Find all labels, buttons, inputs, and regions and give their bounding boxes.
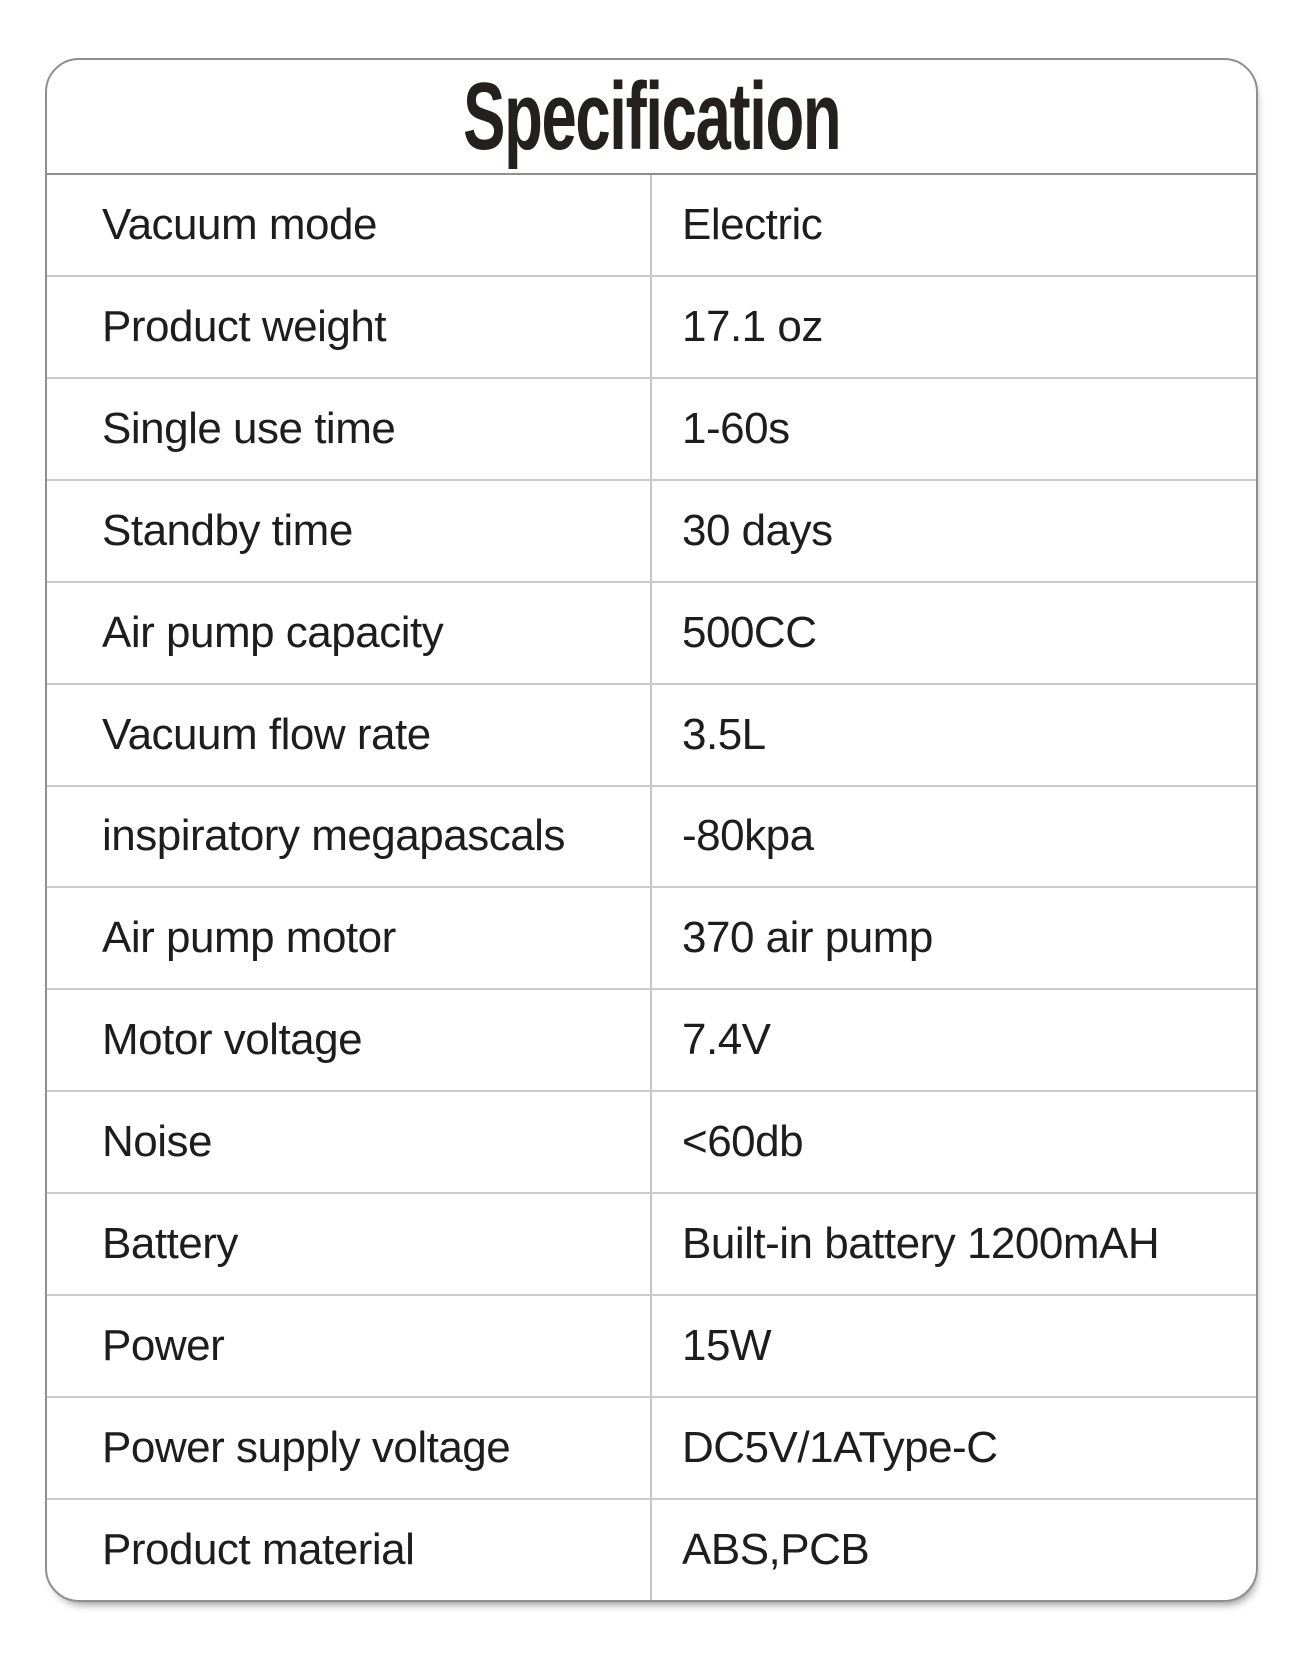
- spec-label: Air pump motor: [102, 913, 396, 963]
- specification-card: [45, 58, 1258, 1602]
- table-row: [47, 1500, 1256, 1600]
- table-row: [47, 583, 1256, 685]
- spec-value-cell: [650, 685, 1256, 785]
- spec-label: inspiratory megapascals: [102, 811, 565, 861]
- spec-value-cell: [650, 1092, 1256, 1192]
- spec-label: Product weight: [102, 301, 387, 351]
- spec-label: Single use time: [102, 403, 396, 453]
- table-row: [47, 1398, 1256, 1500]
- table-row: [47, 175, 1256, 277]
- spec-value: 30 days: [682, 505, 833, 555]
- table-row: [47, 1296, 1256, 1398]
- spec-value: ABS,PCB: [682, 1524, 870, 1574]
- spec-value-cell: [650, 277, 1256, 377]
- spec-label-cell: [47, 583, 650, 683]
- spec-label: Product material: [102, 1524, 415, 1574]
- spec-label: Battery: [102, 1219, 238, 1269]
- spec-value: DC5V/1AType-C: [682, 1423, 998, 1473]
- spec-label: Motor voltage: [102, 1015, 363, 1065]
- spec-value-cell: [650, 583, 1256, 683]
- spec-value-cell: [650, 175, 1256, 275]
- spec-label-cell: [47, 888, 650, 988]
- page-title: Specification: [462, 62, 841, 170]
- spec-label-cell: [47, 481, 650, 581]
- spec-label-cell: [47, 1398, 650, 1498]
- spec-value-cell: [650, 1296, 1256, 1396]
- spec-value: 3.5L: [682, 709, 766, 759]
- table-row: [47, 277, 1256, 379]
- spec-value: 17.1 oz: [682, 301, 823, 351]
- spec-value: 370 air pump: [682, 913, 933, 963]
- spec-table: [47, 175, 1256, 1600]
- spec-label-cell: [47, 277, 650, 377]
- spec-label: Air pump capacity: [102, 607, 444, 657]
- spec-label-cell: [47, 1194, 650, 1294]
- table-row: [47, 888, 1256, 990]
- spec-label-cell: [47, 1296, 650, 1396]
- card-header: [47, 60, 1256, 175]
- spec-value: -80kpa: [682, 811, 814, 861]
- table-row: [47, 990, 1256, 1092]
- spec-label: Power supply voltage: [102, 1423, 511, 1473]
- spec-label: Noise: [102, 1117, 212, 1167]
- spec-value-cell: [650, 787, 1256, 887]
- spec-label: Power: [102, 1321, 225, 1371]
- spec-value: Built-in battery 1200mAH: [682, 1219, 1160, 1269]
- spec-label: Vacuum mode: [102, 199, 377, 249]
- spec-label: Vacuum flow rate: [102, 709, 431, 759]
- spec-value: Electric: [682, 199, 823, 249]
- table-row: [47, 481, 1256, 583]
- spec-value: 500CC: [682, 607, 817, 657]
- table-row: [47, 379, 1256, 481]
- table-row: [47, 787, 1256, 889]
- table-row: [47, 1194, 1256, 1296]
- spec-value-cell: [650, 888, 1256, 988]
- spec-label-cell: [47, 1092, 650, 1192]
- spec-value: 1-60s: [682, 403, 790, 453]
- spec-value: 7.4V: [682, 1015, 771, 1065]
- spec-label-cell: [47, 990, 650, 1090]
- spec-label-cell: [47, 685, 650, 785]
- spec-value-cell: [650, 1398, 1256, 1498]
- spec-label-cell: [47, 175, 650, 275]
- spec-value: <60db: [682, 1117, 804, 1167]
- spec-value-cell: [650, 379, 1256, 479]
- spec-label-cell: [47, 379, 650, 479]
- spec-label-cell: [47, 1500, 650, 1600]
- spec-value-cell: [650, 1194, 1256, 1294]
- table-row: [47, 1092, 1256, 1194]
- spec-label-cell: [47, 787, 650, 887]
- spec-label: Standby time: [102, 505, 353, 555]
- spec-value-cell: [650, 1500, 1256, 1600]
- spec-value-cell: [650, 990, 1256, 1090]
- spec-value: 15W: [682, 1321, 771, 1371]
- spec-value-cell: [650, 481, 1256, 581]
- table-row: [47, 685, 1256, 787]
